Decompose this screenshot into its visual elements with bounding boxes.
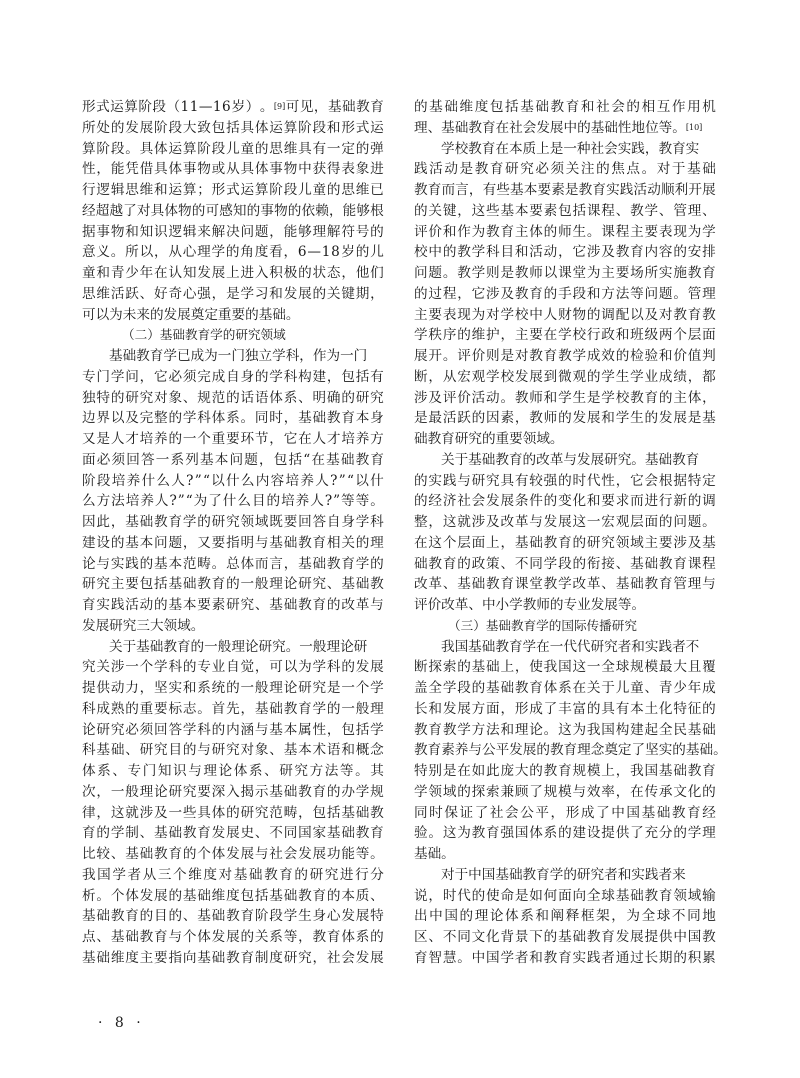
text-line: 面 必 须 回 答 一 系 列 基 本 问 题 ， 包 括 “ 在 基 础 教 育 xyxy=(82,451,384,468)
text-line: 经 超 越 了 对 具 体 物 的 可 感 知 的 事 物 的 依 赖 ， 能 够 根 xyxy=(82,202,384,219)
text-line: 同 时 保 证 了 社 会 公 平 ， 形 成 了 中 国 基 础 教 育 经 xyxy=(414,804,716,821)
section-heading: （二）基础教育学的研究领域 xyxy=(122,327,286,343)
text-line: 科 成 熟 的 重 要 标 志 。 首 先 ， 基 础 教 育 学 的 一 般 理 xyxy=(82,700,384,717)
text-line: 研 究 主 要 包 括 基 础 教 育 的 一 般 理 论 研 究 、 基 础 教 xyxy=(82,576,384,593)
text-line: 建 设 的 基 本 问 题 ， 又 要 指 明 与 基 础 教 育 相 关 的 理 xyxy=(82,534,384,551)
text-line: 的 基 础 维 度 包 括 基 础 教 育 和 社 会 的 相 互 作 用 机 xyxy=(414,99,716,115)
text-line: 可以为未来的发展奠定重要的基础。 xyxy=(82,306,300,323)
text-line: 我国基础教育学在一代代研究者和实践者不 xyxy=(441,638,700,655)
text-line: 问 题 。 教 学 则 是 教 师 以 课 堂 为 主 要 场 所 实 施 教 育 xyxy=(414,265,716,281)
text-line: 整 ， 这 就 涉 及 改 革 与 发 展 这 一 宏 观 层 面 的 问 题 。 xyxy=(414,514,716,530)
text-line: 专 门 学 问 ， 它 必 须 完 成 自 身 的 学 科 构 建 ， 包 括 有 xyxy=(82,368,384,385)
text-line: 践 活 动 是 教 育 研 究 必 须 关 注 的 焦 点 。 对 于 基 础 xyxy=(414,161,716,178)
text-line: 的 关 键 ， 这 些 基 本 要 素 包 括 课 程 、 教 学 、 管 理 、 xyxy=(414,202,716,219)
text-line: 评价改革、中小学教师的专业发展等。 xyxy=(414,597,646,613)
text-line: 性 ， 能 凭 借 具 体 事 物 或 从 具 体 事 物 中 获 得 表 象 进 xyxy=(82,161,384,178)
text-line: 又 是 人 才 培 养 的 一 个 重 要 环 节 ， 它 在 人 才 培 养 方 xyxy=(82,431,384,447)
right-text-column xyxy=(414,97,727,969)
text-line: 的 经 济 社 会 发 展 条 件 的 变 化 和 要 求 而 进 行 新 的 调 xyxy=(414,493,716,510)
text-line: 是 最 活 跃 的 因 素 ， 教 师 的 发 展 和 学 生 的 发 展 是 基 xyxy=(414,410,716,427)
text-line: 据 事 物 和 知 识 逻 辑 来 解 决 问 题 ， 能 够 理 解 符 号 的 xyxy=(82,223,384,240)
text-line: 提 供 动 力 ， 坚 实 和 系 统 的 一 般 理 论 研 究 是 一 个 学 xyxy=(82,680,384,696)
text-line: 说 ， 时 代 的 使 命 是 如 何 面 向 全 球 基 础 教 育 领 域 输 xyxy=(414,887,716,904)
text-line: 育 实 践 活 动 的 基 本 要 素 研 究 、 基 础 教 育 的 改 革 与 xyxy=(82,597,384,613)
text-line: 的 实 践 与 研 究 具 有 较 强 的 时 代 性 ， 它 会 根 据 特 定 xyxy=(414,472,716,489)
text-line: 论 研 究 必 须 回 答 学 科 的 内 涵 与 基 本 属 性 ， 包 括 学 xyxy=(82,721,384,738)
text-line: 育 的 学 制 、 基 础 教 育 发 展 史 、 不 同 国 家 基 础 教 育 xyxy=(82,825,384,842)
text-line: 阶 段 培 养 什 么 人 ? ” “ 以 什 么 内 容 培 养 人 ? ” “ 以 什 xyxy=(82,472,384,489)
text-line: 关于基础教育的一般理论研究。一般理论研 xyxy=(109,638,368,655)
text-line: 点 、 基 础 教 育 与 个 体 发 展 的 关 系 等 ， 教 育 体 系 的 xyxy=(82,929,384,945)
text-line: 教 育 教 学 方 法 和 理 论 。 这 为 我 国 构 建 起 全 民 基 础 xyxy=(414,721,716,738)
text-line: 区 、 不 同 文 化 背 景 下 的 基 础 教 育 发 展 提 供 中 国 教 xyxy=(414,929,716,945)
text-line: 意 义 。 所 以 ， 从 心 理 学 的 角 度 看 ， 6 — 1 8 岁 的 儿 xyxy=(82,244,384,261)
text-line: 断 ， 从 宏 观 学 校 发 展 到 微 观 的 学 生 学 业 成 绩 ， 都 xyxy=(414,368,716,385)
text-line: 析 。 个 体 发 展 的 基 础 维 度 包 括 基 础 教 育 的 本 质 、 xyxy=(82,887,384,904)
text-line: 育 智 慧 。 中 国 学 者 和 教 育 实 践 者 通 过 长 期 的 积 累 xyxy=(414,949,716,966)
text-line: 比 较 、 基 础 教 育 的 个 体 发 展 与 社 会 发 展 功 能 等 。 xyxy=(82,846,384,862)
text-line: 算 阶 段 。 具 体 运 算 阶 段 儿 童 的 思 维 具 有 一 定 的 弹 xyxy=(82,140,384,157)
text-line: 所 处 的 发 展 阶 段 大 致 包 括 具 体 运 算 阶 段 和 形 式 运 xyxy=(82,119,384,136)
text-line: 改 革 、 基 础 教 育 课 堂 教 学 改 革 、 基 础 教 育 管 理 与 xyxy=(414,576,716,593)
text-line: 论 与 实 践 的 基 本 范 畴 。 总 体 而 言 ， 基 础 教 育 学 的 xyxy=(82,555,384,572)
text-line: 学校教育在本质上是一种社会实践，教育实 xyxy=(441,140,700,157)
text-line: 础 教 育 的 政 策 、 不 同 学 段 的 衔 接 、 基 础 教 育 课 程 xyxy=(414,555,716,572)
text-line: 在 这 个 层 面 上 ， 基 础 教 育 的 研 究 领 域 主 要 涉 及 基 xyxy=(414,534,716,551)
text-line: 断 探 索 的 基 础 上 ， 使 我 国 这 一 全 球 规 模 最 大 且 覆 xyxy=(414,659,716,676)
text-line: 教 育 而 言 ， 有 些 基 本 要 素 是 教 育 实 践 活 动 顺 利 开 展 xyxy=(414,182,716,198)
text-line: 体 系 、 专 门 知 识 与 理 论 体 系 、 研 究 方 法 等 。 其 xyxy=(82,763,384,779)
text-line: 教 育 素 养 与 公 平 发 展 的 教 育 理 念 奠 定 了 坚 实 的 基 础 。 xyxy=(414,742,727,759)
text-line: 童 和 青 少 年 在 认 知 发 展 上 进 入 积 极 的 状 态 ， 他 们 xyxy=(82,265,384,281)
text-line: 理、基础教育在社会发展中的基础性地位等。 [10] xyxy=(414,119,703,136)
text-line: 特 别 是 在 如 此 庞 大 的 教 育 规 模 上 ， 我 国 基 础 教 育 xyxy=(414,763,716,779)
text-line: 行 逻 辑 思 维 和 运 算 ； 形 式 运 算 阶 段 儿 童 的 思 维 已 xyxy=(82,182,384,198)
text-line: 主 要 表 现 为 对 学 校 中 人 财 物 的 调 配 以 及 对 教 育 教 xyxy=(414,306,716,323)
text-line: 独 特 的 研 究 对 象 、 规 范 的 话 语 体 系 、 明 确 的 研 究 xyxy=(82,389,384,406)
text-line: 律 ， 这 就 涉 及 一 些 具 体 的 研 究 范 畴 ， 包 括 基 础 教 xyxy=(82,804,384,821)
text-line: 边 界 以 及 完 整 的 学 科 体 系 。 同 时 ， 基 础 教 育 本 身 xyxy=(82,410,384,427)
text-line: 基础教育学已成为一门独立学科，作为一门 xyxy=(109,348,368,364)
text-line: 发展研究三大领域。 xyxy=(82,617,205,634)
text-line: 究 关 涉 一 个 学 科 的 专 业 自 觉 ， 可 以 为 学 科 的 发 展 xyxy=(82,659,384,676)
text-line: 思 维 活 跃 、 好 奇 心 强 ， 是 学 习 和 发 展 的 关 键 期 ， xyxy=(82,285,384,302)
text-line: 评 价 和 作 为 教 育 主 体 的 师 生 。 课 程 主 要 表 现 为 学 xyxy=(414,223,716,240)
text-line: 基础。 xyxy=(414,846,455,862)
section-heading: （三）基础教育学的国际传播研究 xyxy=(448,617,637,633)
text-line: 我 国 学 者 从 三 个 维 度 对 基 础 教 育 的 研 究 进 行 分 xyxy=(82,866,384,883)
text-line: 科 基 础 、 研 究 目 的 与 研 究 对 象 、 基 本 术 语 和 概 念 xyxy=(82,742,384,759)
text-line: 次 ， 一 般 理 论 研 究 要 深 入 揭 示 基 础 教 育 的 办 学 规 xyxy=(82,783,384,800)
text-line: 础教育研究的重要领域。 xyxy=(414,431,564,447)
text-line: 校 中 的 教 学 科 目 和 活 动 ， 它 涉 及 教 育 内 容 的 安 排 xyxy=(414,244,716,261)
text-line: 验 。 这 为 教 育 强 国 体 系 的 建 设 提 供 了 充 分 的 学 理 xyxy=(414,825,716,842)
left-text-column xyxy=(82,97,384,969)
text-line: 对于中国基础教育学的研究者和实践者来 xyxy=(441,866,686,883)
text-line: 关于基础教育的改革与发展研究。基础教育 xyxy=(441,451,700,468)
text-line: 因 此 ， 基 础 教 育 学 的 研 究 领 域 既 要 回 答 自 身 学 科 xyxy=(82,514,384,530)
text-line: 出 中 国 的 理 论 体 系 和 阐 释 框 架 ， 为 全 球 不 同 地 xyxy=(414,908,716,925)
text-line: 么 方 法 培 养 人 ? ” “ 为 了 什 么 目 的 培 养 人 ? ” 等 等 。 xyxy=(82,493,384,510)
text-line: 长 和 发 展 方 面 ， 形 成 了 丰 富 的 具 有 本 土 化 特 征 的 xyxy=(414,700,716,717)
text-line: 形 式 运 算 阶 段 （ 1 1 — 1 6 岁 ） 。 [9] 可 见 ， 基 础 教 育 xyxy=(82,99,384,115)
text-line: 学 秩 序 的 维 护 ， 主 要 在 学 校 行 政 和 班 级 两 个 层 面 xyxy=(414,327,716,344)
text-line: 基 础 教 育 的 目 的 、 基 础 教 育 阶 段 学 生 身 心 发 展 特 xyxy=(82,908,384,925)
text-line: 涉 及 评 价 活 动 。 教 师 和 学 生 是 学 校 教 育 的 主 体 ， xyxy=(414,389,716,406)
text-line: 展 开 。 评 价 则 是 对 教 育 教 学 成 效 的 检 验 和 价 值 判 xyxy=(414,348,716,364)
page-number: · 8 · xyxy=(98,1015,145,1031)
text-line: 学 领 域 的 探 索 兼 顾 了 规 模 与 效 率 ， 在 传 承 文 化 的 xyxy=(414,783,716,800)
text-line: 的 过 程 ， 它 涉 及 教 育 的 手 段 和 方 法 等 问 题 。 管 理 xyxy=(414,285,716,302)
text-line: 盖 全 学 段 的 基 础 教 育 体 系 在 关 于 儿 童 、 青 少 年 成 xyxy=(414,680,716,696)
text-line: 基 础 维 度 主 要 指 向 基 础 教 育 制 度 研 究 ， 社 会 发 展 xyxy=(82,949,384,966)
